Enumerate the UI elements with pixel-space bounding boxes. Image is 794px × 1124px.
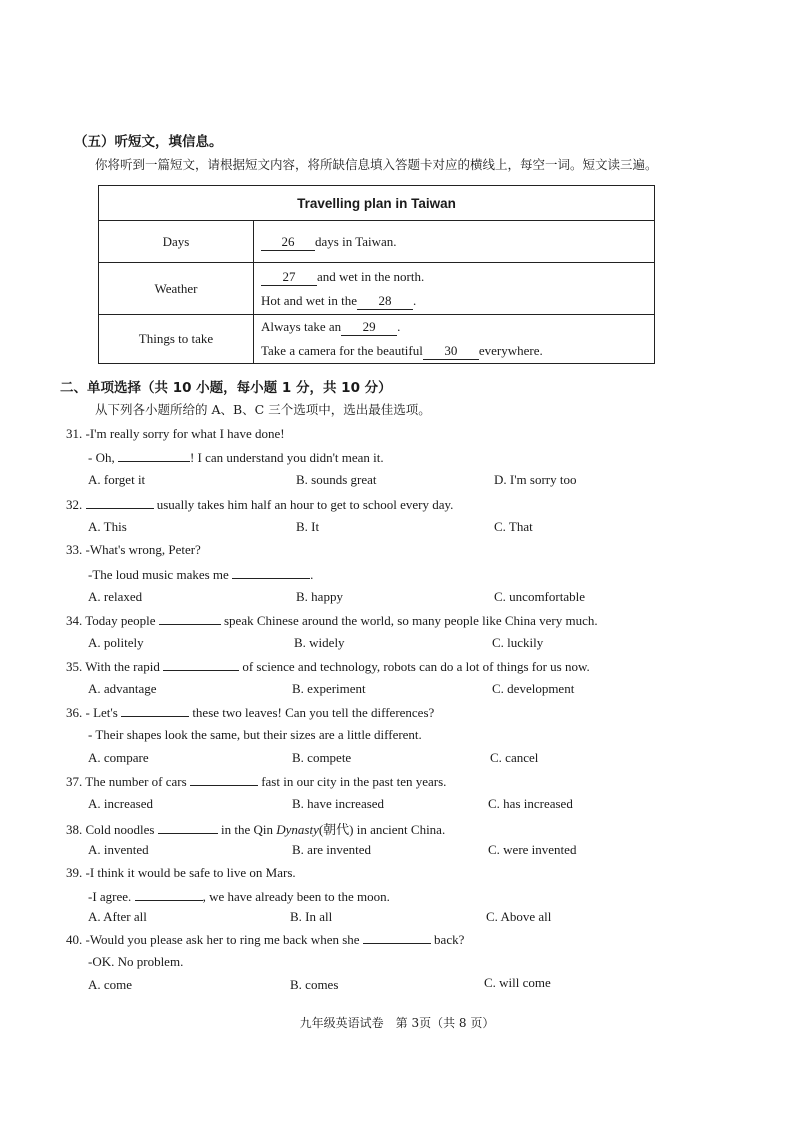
q37-option-c[interactable]: C. has increased xyxy=(488,796,573,811)
q39-option-a[interactable]: A. After all xyxy=(88,909,147,924)
q31-blank[interactable] xyxy=(118,449,190,462)
q33-option-c[interactable]: C. uncomfortable xyxy=(494,589,585,604)
q31-line2: - Oh, ! I can understand you didn't mean it. xyxy=(88,450,384,465)
q34-stem: 34. Today people speak Chinese around the world, so many people like China very much. xyxy=(66,613,598,628)
row-label-weather: Weather xyxy=(99,263,254,315)
q34-option-a[interactable]: A. politely xyxy=(88,635,144,650)
q35-blank[interactable] xyxy=(163,658,239,671)
q36-blank[interactable] xyxy=(121,704,189,717)
row-content-weather xyxy=(254,263,655,315)
q34-blank[interactable] xyxy=(159,612,221,625)
q31-stem: 31. -I'm really sorry for what I have done! xyxy=(66,426,285,441)
row-label-days: Days xyxy=(99,221,254,263)
q32-option-b[interactable]: B. It xyxy=(296,519,320,534)
row-content-days xyxy=(254,221,655,263)
q39-option-b[interactable]: B. In all xyxy=(290,909,333,924)
section-5-title: （五）听短文，填信息。 xyxy=(74,134,223,150)
q39-option-c[interactable]: C. Above all xyxy=(486,909,552,924)
q32-blank[interactable] xyxy=(86,496,154,509)
table-line: Hot and wet in the 28 . xyxy=(261,292,417,308)
q35-option-c[interactable]: C. development xyxy=(492,681,575,696)
answer-blank-28[interactable]: 28 xyxy=(357,292,413,310)
q38-stem: 38. Cold noodles in the Qin Dynasty(朝代) in ancient China. xyxy=(66,822,446,837)
answer-blank-26[interactable]: 26 xyxy=(261,233,315,251)
q32-stem: 32. usually takes him half an hour to get to school every day. xyxy=(66,497,454,512)
q38-option-a[interactable]: A. invented xyxy=(88,842,149,857)
q39-blank[interactable] xyxy=(135,888,203,901)
q37-stem: 37. The number of cars fast in our city in the past ten years. xyxy=(66,774,447,789)
table-title: Travelling plan in Taiwan xyxy=(99,186,655,221)
q33-option-b[interactable]: B. happy xyxy=(296,589,343,604)
q35-option-a[interactable]: A. advantage xyxy=(88,681,157,696)
q40-option-a[interactable]: A. come xyxy=(88,977,133,992)
q35-stem: 35. With the rapid of science and technology, robots can do a lot of things for us now. xyxy=(66,659,590,674)
q32-option-c[interactable]: C. That xyxy=(494,519,533,534)
answer-blank-29[interactable]: 29 xyxy=(341,318,397,336)
q38-option-b[interactable]: B. are invented xyxy=(292,842,372,857)
q31-option-a[interactable]: A. forget it xyxy=(88,472,146,487)
q33-line2: -The loud music makes me . xyxy=(88,567,314,582)
table-line: Take a camera for the beautiful 30 everywhere. xyxy=(261,343,543,358)
q40-line2: -OK. No problem. xyxy=(88,954,184,969)
q34-option-c[interactable]: C. luckily xyxy=(492,635,544,650)
part-2-title: 二、单项选择（共 10 小题，每小题 1 分，共 10 分） xyxy=(60,380,392,396)
q40-stem: 40. -Would you please ask her to ring me back when she back? xyxy=(66,932,465,947)
q35-option-b[interactable]: B. experiment xyxy=(292,681,366,696)
q38-option-c[interactable]: C. were invented xyxy=(488,842,577,857)
q37-blank[interactable] xyxy=(190,773,258,786)
part-2-instruction: 从下列各小题所给的 A、B、C 三个选项中，选出最佳选项。 xyxy=(95,402,431,417)
q40-option-c[interactable]: C. will come xyxy=(484,975,551,990)
q36-line2: - Their shapes look the same, but their sizes are a little different. xyxy=(88,727,422,742)
table-line: 26 days in Taiwan. xyxy=(261,230,654,254)
q37-option-a[interactable]: A. increased xyxy=(88,796,153,811)
section-5-instruction: 你将听到一篇短文，请根据短文内容，将所缺信息填入答题卡对应的横线上，每空一词。短文读三遍。 xyxy=(95,157,658,172)
q32-option-a[interactable]: A. This xyxy=(88,519,127,534)
row-content-things xyxy=(254,315,655,364)
answer-blank-30[interactable]: 30 xyxy=(423,342,479,360)
q33-stem: 33. -What's wrong, Peter? xyxy=(66,542,201,557)
page-footer: 九年级英语试卷 第 3页（共 8 页） xyxy=(299,1016,495,1030)
q31-option-b[interactable]: B. sounds great xyxy=(296,472,377,487)
q36-stem: 36. - Let's these two leaves! Can you tell the differences? xyxy=(66,705,435,720)
answer-blank-27[interactable]: 27 xyxy=(261,268,317,286)
q33-option-a[interactable]: A. relaxed xyxy=(88,589,143,604)
row-label-things: Things to take xyxy=(99,315,254,364)
q39-stem: 39. -I think it would be safe to live on Mars. xyxy=(66,865,296,880)
q39-line2: -I agree. , we have already been to the moon. xyxy=(88,889,390,904)
q36-option-b[interactable]: B. compete xyxy=(292,750,352,765)
q37-option-b[interactable]: B. have increased xyxy=(292,796,385,811)
q38-blank[interactable] xyxy=(158,821,218,834)
q33-blank[interactable] xyxy=(232,566,310,579)
q31-option-d[interactable]: D. I'm sorry too xyxy=(494,472,577,487)
q36-option-c[interactable]: C. cancel xyxy=(490,750,539,765)
q34-option-b[interactable]: B. widely xyxy=(294,635,345,650)
travel-plan-table xyxy=(98,185,655,364)
q40-option-b[interactable]: B. comes xyxy=(290,977,339,992)
table-line: Always take an 29 . xyxy=(261,319,401,334)
q36-option-a[interactable]: A. compare xyxy=(88,750,149,765)
q40-blank[interactable] xyxy=(363,931,431,944)
table-line: 27 and wet in the north. xyxy=(261,265,654,289)
